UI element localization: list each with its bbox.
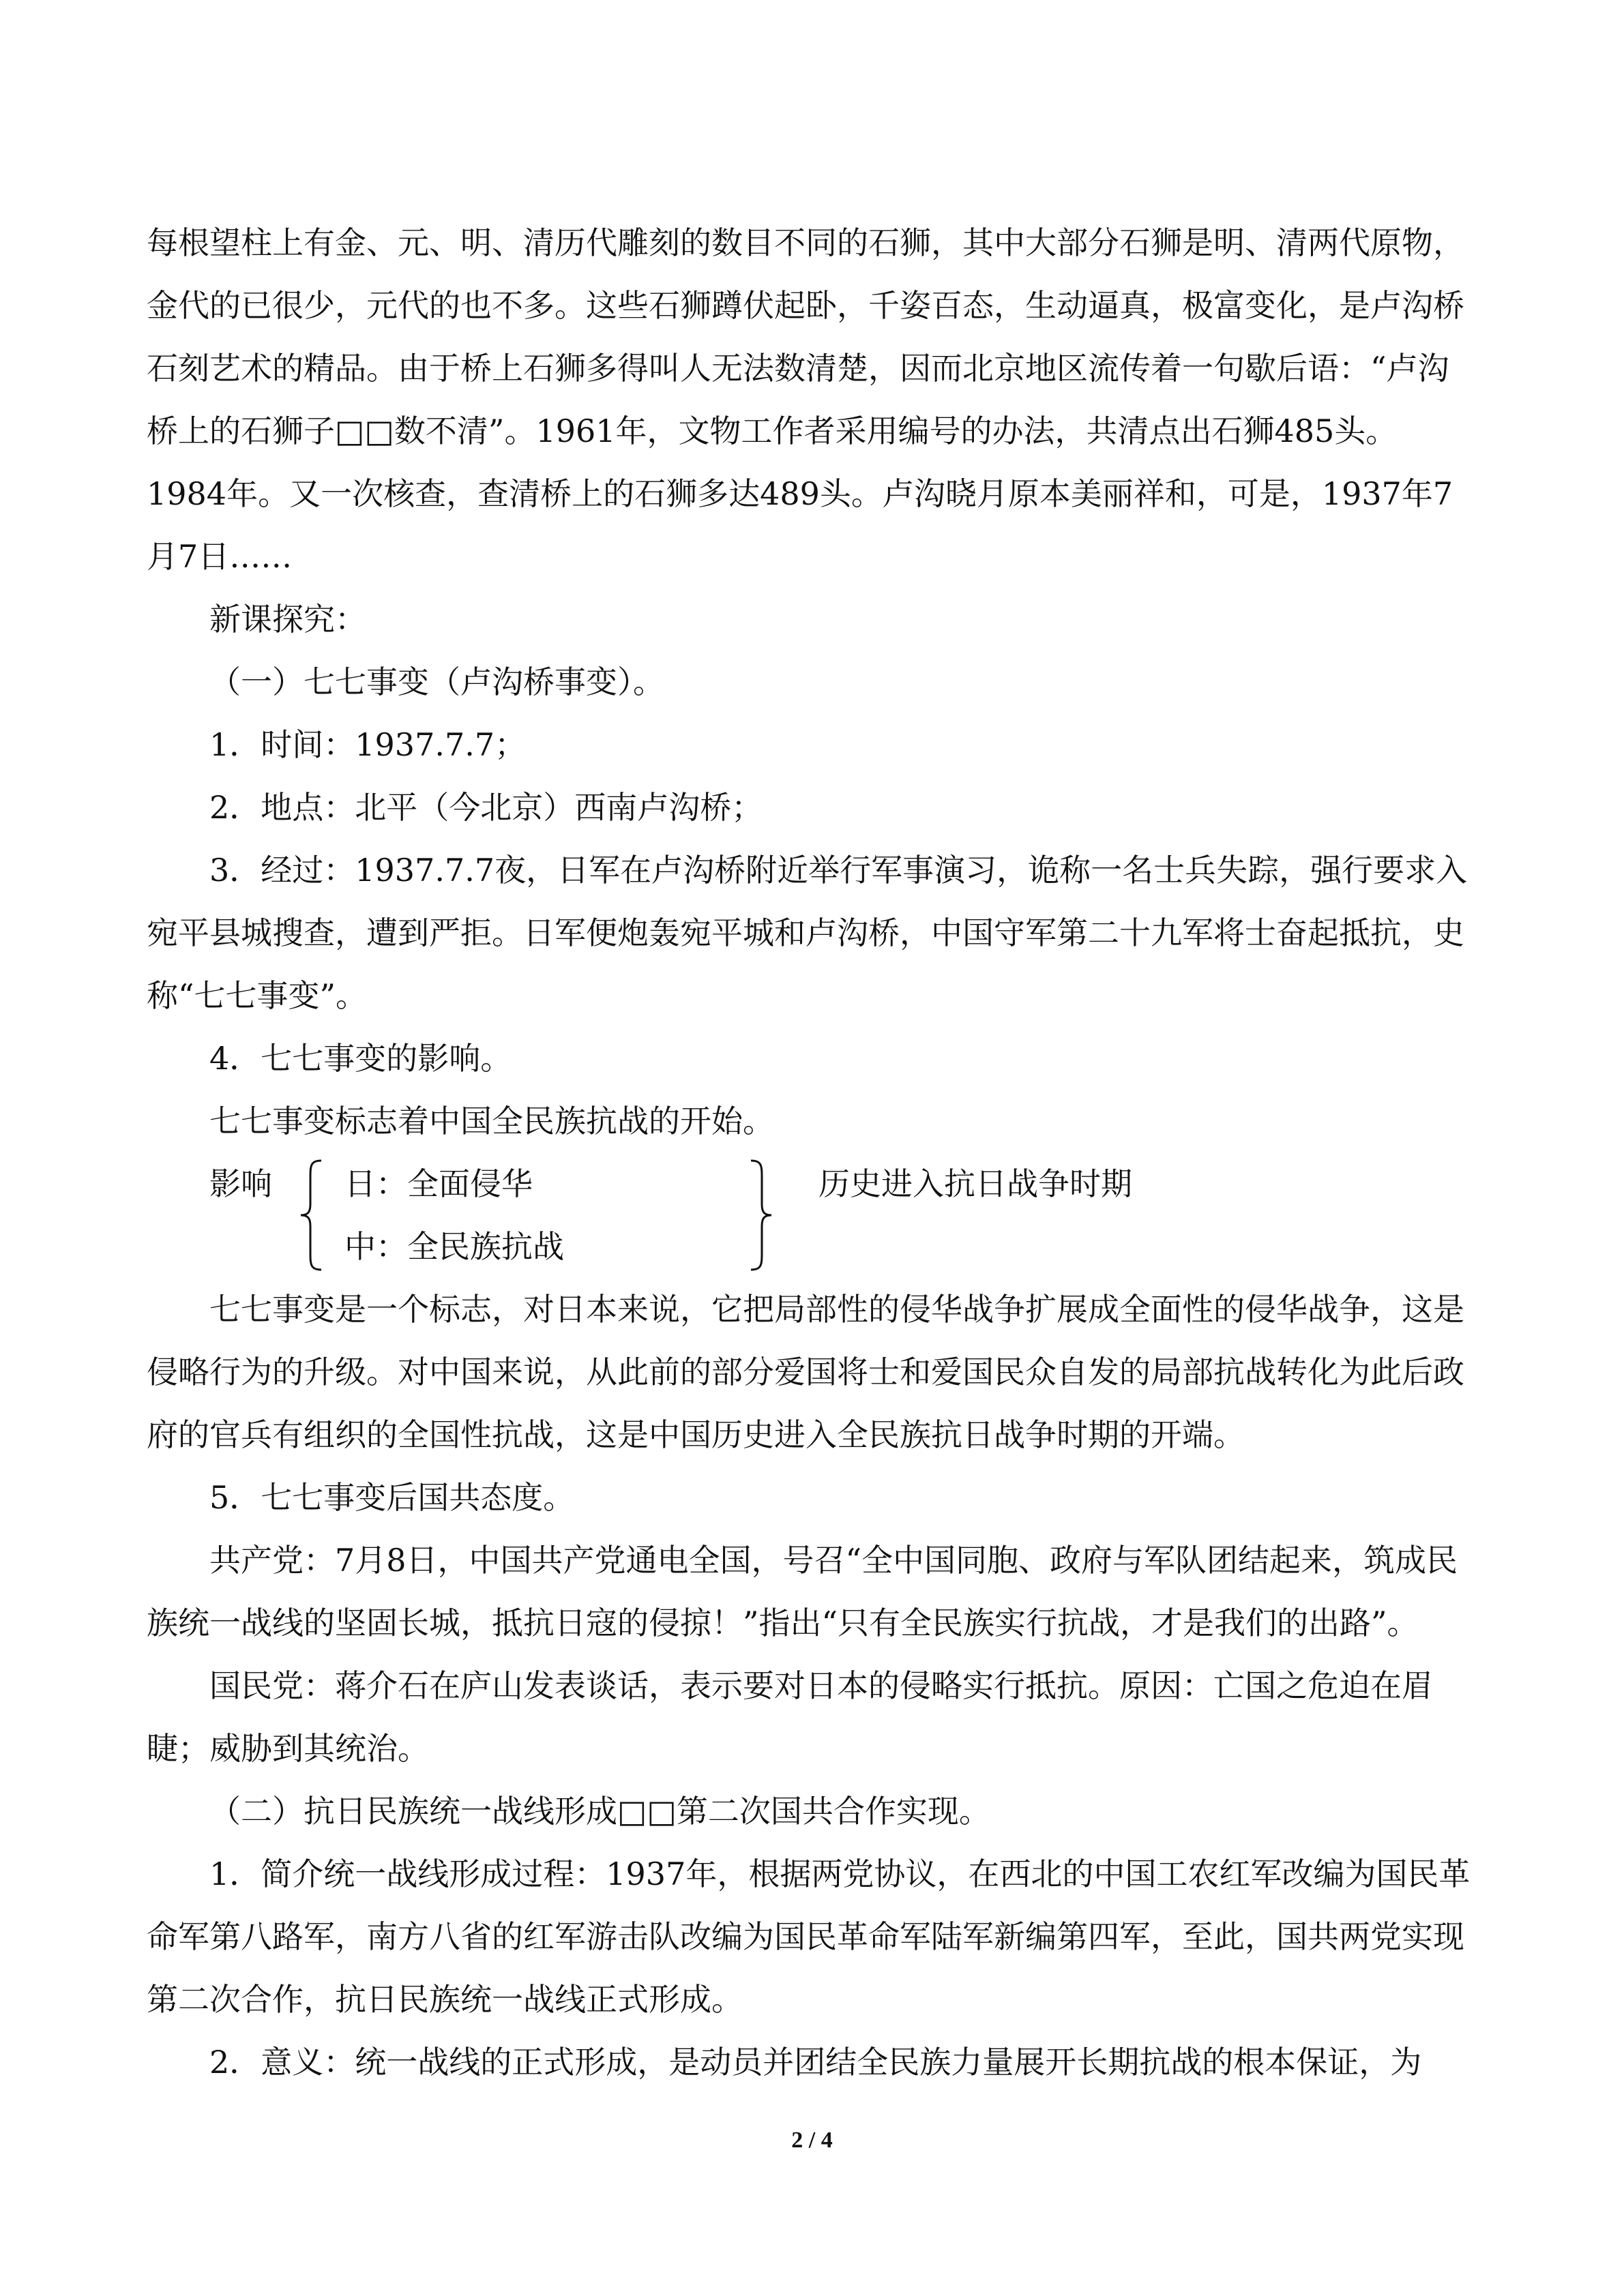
- intro-paragraph: 每根望柱上有金、元、明、清历代雕刻的数目不同的石狮，其中大部分石狮是明、清两代原物，金代的已很少，元代的也不多。这些石狮蹲伏起卧，千姿百态，生动逼真，极富变化，是卢沟桥石刻艺术的精品。由于桥上石狮多得叫人无法数清楚，因而北京地区流传着一句歇后语：“卢沟桥上的石狮子□□数不清”。1961年，文物工作者采用编号的办法，共清点出石狮485头。1984年。又一次核查，查清桥上的石狮多达489头。卢沟晓月原本美丽祥和，可是，1937年7月7日……: [147, 224, 1464, 575]
- influence-statement: 七七事变标志着中国全民族抗战的开始。: [209, 1103, 774, 1139]
- page-number: 2 / 4: [791, 2128, 833, 2153]
- influence-japan: 日：全面侵华: [344, 1165, 533, 1202]
- cpc-attitude-paragraph: 共产党：7月8日，中国共产党通电全国，号召“全中国同胞、政府与军队团结起来，筑成民族统一战线的坚固长城，抵抗日寇的侵掠！”指出“只有全民族实行抗战，才是我们的出路”。: [147, 1542, 1458, 1641]
- kmt-attitude-paragraph: 国民党：蒋介石在庐山发表谈话，表示要对日本的侵略实行抵抗。原因：亡国之危迫在眉睫；威胁到其统治。: [147, 1667, 1433, 1767]
- left-brace-icon: [298, 1158, 325, 1272]
- influence-label: 影响: [209, 1165, 272, 1202]
- item-influence-heading: 4．七七事变的影响。: [209, 1040, 512, 1077]
- influence-china: 中：全民族抗战: [344, 1228, 564, 1265]
- item-attitudes-heading: 5．七七事变后国共态度。: [209, 1479, 575, 1516]
- section-heading-2: （二）抗日民族统一战线形成□□第二次国共合作实现。: [209, 1793, 990, 1830]
- united-front-significance: 2．意义：统一战线的正式形成，是动员并团结全民族力量展开长期抗战的根本保证，为: [209, 2044, 1422, 2081]
- section-label: 新课探究：: [209, 601, 366, 638]
- event-significance-paragraph: 七七事变是一个标志，对日本来说，它把局部性的侵华战争扩展成全面性的侵华战争，这是侵略行为的升级。对中国来说，从此前的部分爱国将士和爱国民众自发的局部抗战转化为此后政府的官兵有组织的全国性抗战，这是中国历史进入全民族抗日战争时期的开端。: [147, 1291, 1464, 1453]
- united-front-process: 1．简介统一战线形成过程：1937年，根据两党协议，在西北的中国工农红军改编为国民革命军第八路军，南方八省的红军游击队改编为国民革命军陆军新编第四军，至此，国共两党实现第二次合作，抗日民族统一战线正式形成。: [147, 1855, 1471, 2018]
- item-time: 1．时间：1937.7.7；: [209, 726, 527, 763]
- right-brace-icon: [747, 1158, 774, 1272]
- item-process: 3．经过：1937.7.7夜，日军在卢沟桥附近举行军事演习，诡称一名士兵失踪，强行要求入宛平县城搜查，遭到严拒。日军便炮轰宛平城和卢沟桥，中国守军第二十九军将士奋起抵抗，史称“七七事变”。: [147, 852, 1468, 1014]
- item-place: 2．地点：北平（今北京）西南卢沟桥；: [209, 789, 763, 826]
- section-heading-1: （一）七七事变（卢沟桥事变）。: [209, 664, 664, 700]
- influence-diagram: [147, 1152, 1477, 1278]
- document-body: [147, 211, 1477, 2093]
- influence-result: 历史进入抗日战争时期: [818, 1165, 1132, 1202]
